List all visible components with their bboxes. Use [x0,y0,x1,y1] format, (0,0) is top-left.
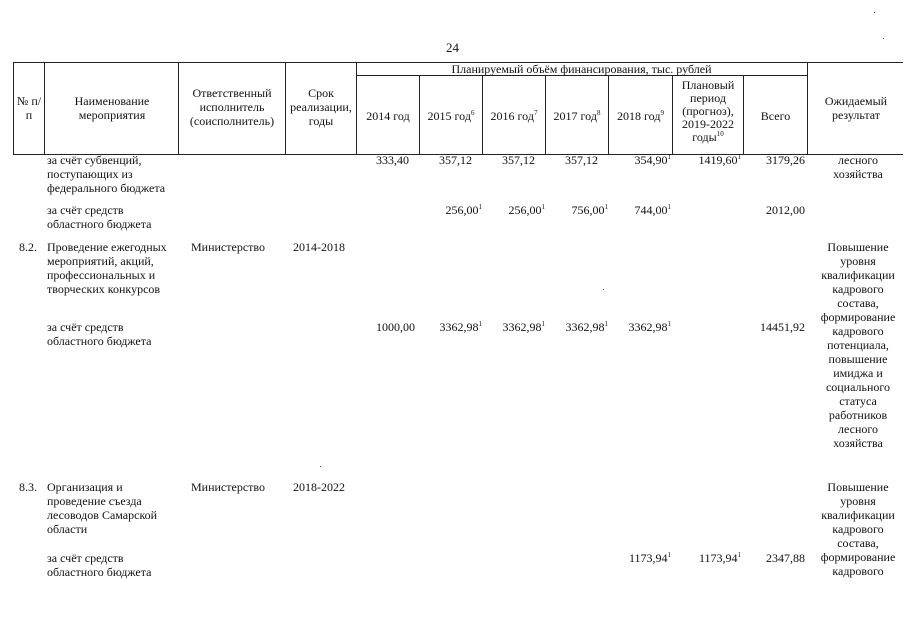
header-2017: 2017 год$^8$ [553,109,601,123]
scan-speck [320,466,321,467]
header-plan: Плановый период (прогноз), 2019-2022 годы$^{10}$ [681,78,735,144]
header-name: Наименование мероприятия [74,94,150,122]
row3-name: Проведение ежегодных мероприятий, акций, профессиональных и творческих конкурсов [47,240,167,296]
row1-2016: 357,12 [502,153,535,167]
header-2016: 2016 год$^7$ [490,109,538,123]
col-line-1 [44,62,45,154]
col-line-2 [178,62,179,154]
row5-name: Организация и проведение съезда лесоводов Самарской области [47,480,158,536]
row3-result: Повышение уровня квалификации кадрового состава, формирование кадрового потенциала, повышение имиджа и социального статуса работников лесного хозяйства [820,240,896,450]
row4-total: 14451,92 [760,320,805,334]
row1-2014: 333,40 [376,153,409,167]
row4-2018: 3362,98$^1$ [628,320,671,334]
row2-2015: 256,00$^1$ [445,203,482,217]
scan-speck [603,289,604,290]
row2-2017: 756,00$^1$ [571,203,608,217]
row3-responsible: Министерство [191,240,265,254]
row5-num: 8.3. [19,480,37,494]
row4-name: за счёт средств областного бюджета [47,320,152,348]
row6-2018: 1173,94$^1$ [628,551,671,565]
row6-plan: 1173,94$^1$ [698,551,741,565]
row1-2018: 354,90$^1$ [634,153,671,167]
row1-2017: 357,12 [565,153,598,167]
header-financing: Планируемый объём финансирования, тыс. рублей [451,62,712,76]
row3-num: 8.2. [19,240,37,254]
row3-term: 2014-2018 [293,240,345,254]
row5-responsible: Министерство [191,480,265,494]
header-2015: 2015 год$^6$ [427,109,475,123]
header-term: Срок реализации, годы [290,86,352,128]
row4-2017: 3362,98$^1$ [565,320,608,334]
scan-speck [883,38,884,39]
row2-name: за счёт средств областного бюджета [47,203,152,231]
row1-total: 3179,26 [766,153,805,167]
header-result: Ожидаемый результат [824,94,888,122]
col-line-0 [13,62,14,154]
row1-result: лесного хозяйства [833,153,883,181]
header-2014: 2014 год [366,109,410,123]
row2-total: 2012,00 [766,203,805,217]
row6-total: 2347,88 [766,551,805,565]
row4-2015: 3362,98$^1$ [439,320,482,334]
row4-2014: 1000,00 [376,320,415,334]
row6-name: за счёт средств областного бюджета [47,551,152,579]
scan-speck [874,12,875,13]
row1-name: за счёт субвенций, поступающих из федерального бюджета [47,153,166,195]
row2-2016: 256,00$^1$ [508,203,545,217]
header-total: Всего [760,109,791,123]
row2-2018: 744,00$^1$ [634,203,671,217]
col-line-11 [807,62,808,154]
row5-term: 2018-2022 [293,480,345,494]
page-number: 24 [446,40,459,55]
row1-plan: 1419,60$^1$ [698,153,741,167]
col-line-3 [285,62,286,154]
row4-2016: 3362,98$^1$ [502,320,545,334]
row5-result: Повышение уровня квалификации кадрового состава, формирование кадрового [820,480,896,578]
header-2018: 2018 год$^9$ [617,109,664,123]
header-num: № п/п [16,94,42,122]
header-responsible: Ответственный исполнитель (соисполнитель) [189,86,275,128]
row1-2015: 357,12 [439,153,472,167]
